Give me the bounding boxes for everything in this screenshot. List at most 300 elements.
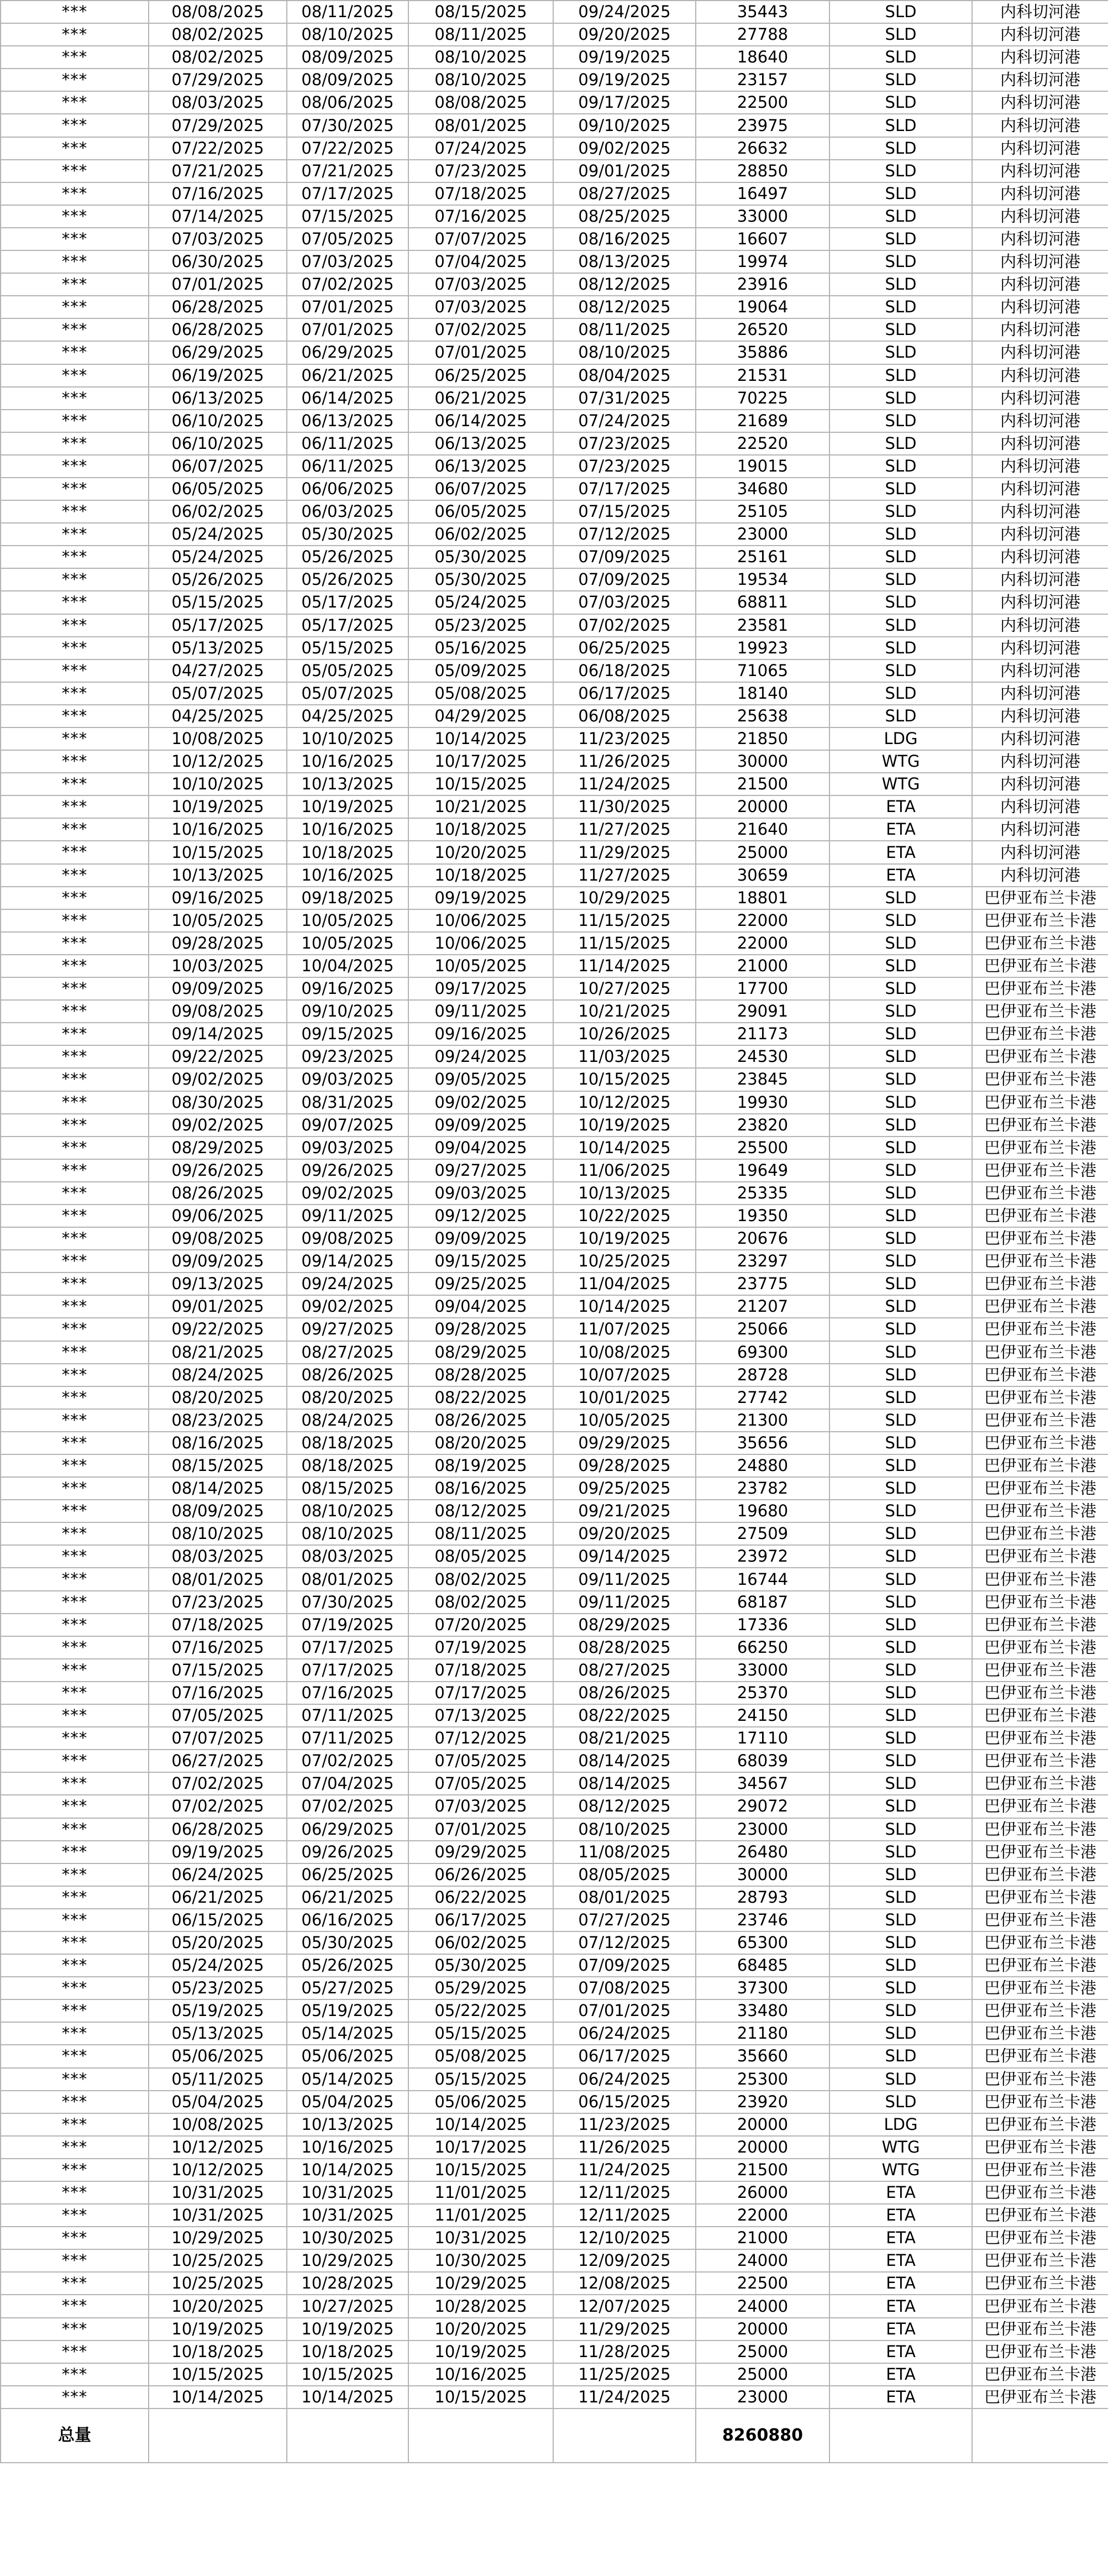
vessel-name-cell: *** (1, 1614, 149, 1636)
date-cell-1: 07/07/2025 (149, 1727, 287, 1750)
quantity-cell: 21173 (696, 1023, 829, 1045)
date-cell-2: 10/16/2025 (287, 2136, 408, 2159)
date-cell-1: 08/24/2025 (149, 1364, 287, 1386)
date-cell-4: 11/24/2025 (553, 773, 696, 795)
date-cell-2: 10/18/2025 (287, 2341, 408, 2363)
status-cell: SLD (829, 1568, 972, 1590)
vessel-name-cell: *** (1, 228, 149, 250)
vessel-name-cell: *** (1, 727, 149, 750)
date-cell-1: 07/02/2025 (149, 1795, 287, 1818)
vessel-name-cell: *** (1, 614, 149, 637)
table-row (1, 1477, 1108, 1500)
quantity-cell: 29072 (696, 1795, 829, 1818)
date-cell-1: 07/23/2025 (149, 1591, 287, 1614)
table-row (1, 977, 1108, 1000)
quantity-cell: 23845 (696, 1068, 829, 1091)
status-cell: SLD (829, 1954, 972, 1977)
date-cell-3: 08/11/2025 (408, 23, 553, 46)
date-cell-3: 09/25/2025 (408, 1273, 553, 1295)
date-cell-2: 09/27/2025 (287, 1318, 408, 1341)
date-cell-4: 07/09/2025 (553, 1954, 696, 1977)
vessel-name-cell: *** (1, 637, 149, 659)
quantity-cell: 19649 (696, 1159, 829, 1182)
date-cell-2: 07/01/2025 (287, 296, 408, 318)
status-cell: SLD (829, 114, 972, 137)
date-cell-4: 07/24/2025 (553, 410, 696, 432)
date-cell-1: 07/03/2025 (149, 228, 287, 250)
date-cell-2: 08/27/2025 (287, 1341, 408, 1364)
vessel-name-cell: *** (1, 1841, 149, 1863)
date-cell-3: 10/16/2025 (408, 2363, 553, 2386)
date-cell-3: 07/24/2025 (408, 137, 553, 160)
date-cell-2: 07/30/2025 (287, 114, 408, 137)
vessel-name-cell: *** (1, 2022, 149, 2045)
status-cell: SLD (829, 341, 972, 364)
port-cell: 内科切河港 (972, 659, 1108, 682)
table-row (1, 2204, 1108, 2227)
date-cell-2: 10/04/2025 (287, 955, 408, 977)
port-cell: 巴伊亚布兰卡港 (972, 887, 1108, 909)
date-cell-3: 09/09/2025 (408, 1227, 553, 1250)
date-cell-2: 09/02/2025 (287, 1295, 408, 1318)
quantity-cell: 24530 (696, 1045, 829, 1068)
vessel-name-cell: *** (1, 296, 149, 318)
status-cell: SLD (829, 1182, 972, 1205)
date-cell-2: 08/01/2025 (287, 1568, 408, 1590)
date-cell-1: 08/02/2025 (149, 23, 287, 46)
vessel-name-cell: *** (1, 2068, 149, 2091)
table-row (1, 1772, 1108, 1795)
date-cell-2: 09/11/2025 (287, 1205, 408, 1227)
date-cell-4: 11/15/2025 (553, 909, 696, 932)
vessel-name-cell: *** (1, 205, 149, 228)
table-row (1, 523, 1108, 546)
status-cell: SLD (829, 1636, 972, 1659)
status-cell: SLD (829, 977, 972, 1000)
date-cell-3: 10/06/2025 (408, 932, 553, 955)
table-row (1, 23, 1108, 46)
date-cell-1: 05/15/2025 (149, 591, 287, 614)
date-cell-1: 08/09/2025 (149, 1500, 287, 1522)
date-cell-3: 08/20/2025 (408, 1432, 553, 1454)
date-cell-3: 08/05/2025 (408, 1545, 553, 1568)
date-cell-2: 07/04/2025 (287, 1772, 408, 1795)
date-cell-4: 08/11/2025 (553, 318, 696, 341)
date-cell-2: 07/19/2025 (287, 1614, 408, 1636)
date-cell-4: 08/12/2025 (553, 296, 696, 318)
port-cell: 巴伊亚布兰卡港 (972, 1341, 1108, 1364)
quantity-cell: 21300 (696, 1409, 829, 1432)
date-cell-2: 10/19/2025 (287, 795, 408, 818)
date-cell-2: 05/04/2025 (287, 2091, 408, 2113)
port-cell: 巴伊亚布兰卡港 (972, 1227, 1108, 1250)
total-empty-cell (553, 2409, 696, 2463)
date-cell-4: 08/10/2025 (553, 1818, 696, 1841)
vessel-name-cell: *** (1, 2295, 149, 2317)
date-cell-1: 10/25/2025 (149, 2249, 287, 2272)
table-row (1, 432, 1108, 455)
date-cell-3: 07/05/2025 (408, 1772, 553, 1795)
port-cell: 巴伊亚布兰卡港 (972, 1931, 1108, 1954)
vessel-name-cell: *** (1, 2227, 149, 2249)
date-cell-3: 08/26/2025 (408, 1409, 553, 1432)
quantity-cell: 22520 (696, 432, 829, 455)
date-cell-1: 07/22/2025 (149, 137, 287, 160)
vessel-name-cell: *** (1, 182, 149, 205)
port-cell: 内科切河港 (972, 250, 1108, 273)
status-cell: SLD (829, 1137, 972, 1159)
vessel-name-cell: *** (1, 750, 149, 773)
date-cell-3: 04/29/2025 (408, 705, 553, 727)
date-cell-2: 05/30/2025 (287, 1931, 408, 1954)
date-cell-3: 10/29/2025 (408, 2272, 553, 2295)
date-cell-3: 09/16/2025 (408, 1023, 553, 1045)
table-row (1, 887, 1108, 909)
table-row (1, 91, 1108, 114)
table-row (1, 1432, 1108, 1454)
date-cell-3: 05/09/2025 (408, 659, 553, 682)
vessel-name-cell: *** (1, 1591, 149, 1614)
date-cell-2: 10/16/2025 (287, 818, 408, 841)
status-cell: SLD (829, 1, 972, 23)
port-cell: 内科切河港 (972, 546, 1108, 568)
date-cell-1: 08/10/2025 (149, 1522, 287, 1545)
vessel-name-cell: *** (1, 2272, 149, 2295)
vessel-name-cell: *** (1, 2045, 149, 2067)
date-cell-1: 07/05/2025 (149, 1704, 287, 1727)
status-cell: SLD (829, 137, 972, 160)
quantity-cell: 19015 (696, 455, 829, 478)
port-cell: 巴伊亚布兰卡港 (972, 1704, 1108, 1727)
status-cell: SLD (829, 705, 972, 727)
date-cell-3: 07/07/2025 (408, 228, 553, 250)
vessel-name-cell: *** (1, 1545, 149, 1568)
status-cell: SLD (829, 1114, 972, 1137)
status-cell: SLD (829, 682, 972, 705)
port-cell: 巴伊亚布兰卡港 (972, 1045, 1108, 1068)
port-cell: 内科切河港 (972, 387, 1108, 410)
date-cell-4: 08/29/2025 (553, 1614, 696, 1636)
status-cell: SLD (829, 364, 972, 387)
quantity-cell: 33000 (696, 1659, 829, 1682)
date-cell-3: 09/27/2025 (408, 1159, 553, 1182)
date-cell-3: 08/01/2025 (408, 114, 553, 137)
quantity-cell: 19930 (696, 1091, 829, 1114)
quantity-cell: 23920 (696, 2091, 829, 2113)
date-cell-4: 08/22/2025 (553, 1704, 696, 1727)
date-cell-1: 10/03/2025 (149, 955, 287, 977)
date-cell-4: 06/18/2025 (553, 659, 696, 682)
date-cell-4: 11/29/2025 (553, 841, 696, 863)
status-cell: SLD (829, 205, 972, 228)
date-cell-2: 09/16/2025 (287, 977, 408, 1000)
status-cell: SLD (829, 614, 972, 637)
date-cell-1: 05/13/2025 (149, 637, 287, 659)
date-cell-1: 10/31/2025 (149, 2204, 287, 2227)
port-cell: 内科切河港 (972, 182, 1108, 205)
table-row (1, 455, 1108, 478)
table-row (1, 341, 1108, 364)
date-cell-1: 07/29/2025 (149, 114, 287, 137)
date-cell-3: 08/19/2025 (408, 1454, 553, 1477)
quantity-cell: 69300 (696, 1341, 829, 1364)
port-cell: 内科切河港 (972, 91, 1108, 114)
port-cell: 巴伊亚布兰卡港 (972, 1772, 1108, 1795)
vessel-name-cell: *** (1, 909, 149, 932)
date-cell-2: 08/15/2025 (287, 1477, 408, 1500)
table-row (1, 137, 1108, 160)
port-cell: 巴伊亚布兰卡港 (972, 1023, 1108, 1045)
date-cell-3: 05/16/2025 (408, 637, 553, 659)
date-cell-3: 06/05/2025 (408, 500, 553, 523)
quantity-cell: 23000 (696, 1818, 829, 1841)
table-row (1, 2295, 1108, 2317)
quantity-cell: 30000 (696, 1863, 829, 1886)
quantity-cell: 29091 (696, 1000, 829, 1023)
date-cell-4: 12/09/2025 (553, 2249, 696, 2272)
date-cell-4: 12/10/2025 (553, 2227, 696, 2249)
port-cell: 巴伊亚布兰卡港 (972, 1818, 1108, 1841)
table-row (1, 1977, 1108, 1999)
table-row (1, 932, 1108, 955)
table-row (1, 818, 1108, 841)
quantity-cell: 22000 (696, 909, 829, 932)
quantity-cell: 25000 (696, 2363, 829, 2386)
port-cell: 巴伊亚布兰卡港 (972, 1137, 1108, 1159)
table-row (1, 228, 1108, 250)
date-cell-1: 06/02/2025 (149, 500, 287, 523)
vessel-name-cell: *** (1, 955, 149, 977)
date-cell-4: 10/14/2025 (553, 1137, 696, 1159)
quantity-cell: 23775 (696, 1273, 829, 1295)
status-cell: SLD (829, 1772, 972, 1795)
quantity-cell: 70225 (696, 387, 829, 410)
quantity-cell: 23916 (696, 273, 829, 296)
quantity-cell: 16607 (696, 228, 829, 250)
status-cell: ETA (829, 2341, 972, 2363)
port-cell: 巴伊亚布兰卡港 (972, 1432, 1108, 1454)
status-cell: SLD (829, 1159, 972, 1182)
port-cell: 内科切河港 (972, 523, 1108, 546)
status-cell: ETA (829, 2363, 972, 2386)
date-cell-4: 10/14/2025 (553, 1295, 696, 1318)
date-cell-1: 07/16/2025 (149, 182, 287, 205)
port-cell: 巴伊亚布兰卡港 (972, 1477, 1108, 1500)
date-cell-1: 10/13/2025 (149, 864, 287, 887)
date-cell-2: 05/14/2025 (287, 2068, 408, 2091)
date-cell-2: 10/05/2025 (287, 909, 408, 932)
date-cell-2: 10/10/2025 (287, 727, 408, 750)
status-cell: SLD (829, 1682, 972, 1704)
status-cell: SLD (829, 1500, 972, 1522)
date-cell-4: 08/01/2025 (553, 1886, 696, 1909)
date-cell-3: 05/29/2025 (408, 1977, 553, 1999)
date-cell-3: 07/20/2025 (408, 1614, 553, 1636)
port-cell: 内科切河港 (972, 410, 1108, 432)
vessel-name-cell: *** (1, 1795, 149, 1818)
vessel-name-cell: *** (1, 1454, 149, 1477)
port-cell: 内科切河港 (972, 500, 1108, 523)
quantity-cell: 23782 (696, 1477, 829, 1500)
port-cell: 巴伊亚布兰卡港 (972, 1977, 1108, 1999)
date-cell-3: 10/17/2025 (408, 2136, 553, 2159)
date-cell-3: 09/15/2025 (408, 1250, 553, 1273)
date-cell-4: 08/14/2025 (553, 1772, 696, 1795)
port-cell: 内科切河港 (972, 296, 1108, 318)
status-cell: SLD (829, 1091, 972, 1114)
vessel-name-cell: *** (1, 1137, 149, 1159)
date-cell-2: 10/29/2025 (287, 2249, 408, 2272)
date-cell-3: 08/08/2025 (408, 91, 553, 114)
quantity-cell: 18640 (696, 46, 829, 69)
date-cell-2: 09/23/2025 (287, 1045, 408, 1068)
table-row (1, 659, 1108, 682)
date-cell-2: 07/30/2025 (287, 1591, 408, 1614)
date-cell-4: 10/21/2025 (553, 1000, 696, 1023)
table-row (1, 1454, 1108, 1477)
vessel-name-cell: *** (1, 1568, 149, 1590)
port-cell: 巴伊亚布兰卡港 (972, 2363, 1108, 2386)
vessel-name-cell: *** (1, 1000, 149, 1023)
date-cell-1: 09/16/2025 (149, 887, 287, 909)
date-cell-3: 09/09/2025 (408, 1114, 553, 1137)
date-cell-1: 05/04/2025 (149, 2091, 287, 2113)
date-cell-4: 06/17/2025 (553, 2045, 696, 2067)
port-cell: 巴伊亚布兰卡港 (972, 2159, 1108, 2181)
port-cell: 巴伊亚布兰卡港 (972, 1205, 1108, 1227)
date-cell-4: 10/12/2025 (553, 1091, 696, 1114)
date-cell-2: 10/30/2025 (287, 2227, 408, 2249)
status-cell: SLD (829, 1795, 972, 1818)
date-cell-1: 09/02/2025 (149, 1114, 287, 1137)
quantity-cell: 33480 (696, 1999, 829, 2022)
port-cell: 内科切河港 (972, 1, 1108, 23)
quantity-cell: 20000 (696, 795, 829, 818)
date-cell-1: 07/02/2025 (149, 1772, 287, 1795)
vessel-name-cell: *** (1, 432, 149, 455)
table-row (1, 296, 1108, 318)
vessel-name-cell: *** (1, 1318, 149, 1341)
status-cell: WTG (829, 2136, 972, 2159)
date-cell-3: 10/15/2025 (408, 2386, 553, 2409)
port-cell: 巴伊亚布兰卡港 (972, 1727, 1108, 1750)
port-cell: 巴伊亚布兰卡港 (972, 1568, 1108, 1590)
quantity-cell: 30000 (696, 750, 829, 773)
port-cell: 内科切河港 (972, 637, 1108, 659)
date-cell-2: 09/26/2025 (287, 1159, 408, 1182)
vessel-name-cell: *** (1, 568, 149, 591)
port-cell: 巴伊亚布兰卡港 (972, 932, 1108, 955)
date-cell-2: 09/10/2025 (287, 1000, 408, 1023)
date-cell-3: 08/11/2025 (408, 1522, 553, 1545)
vessel-name-cell: *** (1, 1273, 149, 1295)
date-cell-4: 10/19/2025 (553, 1114, 696, 1137)
table-row (1, 1091, 1108, 1114)
port-cell: 巴伊亚布兰卡港 (972, 2227, 1108, 2249)
table-row (1, 2318, 1108, 2341)
table-row (1, 568, 1108, 591)
port-cell: 巴伊亚布兰卡港 (972, 1182, 1108, 1205)
quantity-cell: 21000 (696, 955, 829, 977)
date-cell-3: 10/14/2025 (408, 2113, 553, 2136)
date-cell-2: 07/17/2025 (287, 182, 408, 205)
quantity-cell: 22000 (696, 2204, 829, 2227)
table-row (1, 2068, 1108, 2091)
date-cell-4: 10/25/2025 (553, 1250, 696, 1273)
date-cell-3: 07/16/2025 (408, 205, 553, 228)
quantity-cell: 18801 (696, 887, 829, 909)
vessel-name-cell: *** (1, 250, 149, 273)
date-cell-4: 07/31/2025 (553, 387, 696, 410)
table-row (1, 1931, 1108, 1954)
table-row (1, 1045, 1108, 1068)
vessel-name-cell: *** (1, 91, 149, 114)
port-cell: 内科切河港 (972, 432, 1108, 455)
date-cell-1: 08/16/2025 (149, 1432, 287, 1454)
vessel-name-cell: *** (1, 1931, 149, 1954)
date-cell-2: 10/18/2025 (287, 841, 408, 863)
vessel-name-cell: *** (1, 455, 149, 478)
date-cell-3: 09/03/2025 (408, 1182, 553, 1205)
date-cell-2: 10/31/2025 (287, 2181, 408, 2204)
table-row (1, 1909, 1108, 1931)
vessel-name-cell: *** (1, 1341, 149, 1364)
vessel-name-cell: *** (1, 591, 149, 614)
date-cell-2: 08/10/2025 (287, 23, 408, 46)
date-cell-2: 05/07/2025 (287, 682, 408, 705)
table-row (1, 1341, 1108, 1364)
vessel-name-cell: *** (1, 1386, 149, 1409)
date-cell-2: 08/09/2025 (287, 69, 408, 91)
date-cell-4: 11/15/2025 (553, 932, 696, 955)
table-row (1, 1568, 1108, 1590)
status-cell: ETA (829, 2318, 972, 2341)
date-cell-2: 08/06/2025 (287, 91, 408, 114)
date-cell-2: 05/30/2025 (287, 523, 408, 546)
date-cell-1: 10/19/2025 (149, 2318, 287, 2341)
status-cell: ETA (829, 2272, 972, 2295)
date-cell-3: 07/03/2025 (408, 273, 553, 296)
quantity-cell: 28728 (696, 1364, 829, 1386)
status-cell: SLD (829, 523, 972, 546)
date-cell-4: 12/07/2025 (553, 2295, 696, 2317)
port-cell: 巴伊亚布兰卡港 (972, 1068, 1108, 1091)
quantity-cell: 25500 (696, 1137, 829, 1159)
date-cell-1: 06/29/2025 (149, 341, 287, 364)
date-cell-4: 07/12/2025 (553, 1931, 696, 1954)
table-row (1, 637, 1108, 659)
date-cell-2: 07/17/2025 (287, 1659, 408, 1682)
quantity-cell: 26520 (696, 318, 829, 341)
vessel-name-cell: *** (1, 523, 149, 546)
date-cell-3: 10/20/2025 (408, 841, 553, 863)
port-cell: 巴伊亚布兰卡港 (972, 2318, 1108, 2341)
port-cell: 巴伊亚布兰卡港 (972, 1409, 1108, 1432)
port-cell: 巴伊亚布兰卡港 (972, 1522, 1108, 1545)
status-cell: LDG (829, 2113, 972, 2136)
vessel-name-cell: *** (1, 2159, 149, 2181)
quantity-cell: 21207 (696, 1295, 829, 1318)
table-row (1, 773, 1108, 795)
status-cell: SLD (829, 546, 972, 568)
vessel-name-cell: *** (1, 387, 149, 410)
quantity-cell: 24880 (696, 1454, 829, 1477)
quantity-cell: 16744 (696, 1568, 829, 1590)
date-cell-4: 11/06/2025 (553, 1159, 696, 1182)
status-cell: ETA (829, 2295, 972, 2317)
vessel-name-cell: *** (1, 932, 149, 955)
port-cell: 巴伊亚布兰卡港 (972, 1318, 1108, 1341)
